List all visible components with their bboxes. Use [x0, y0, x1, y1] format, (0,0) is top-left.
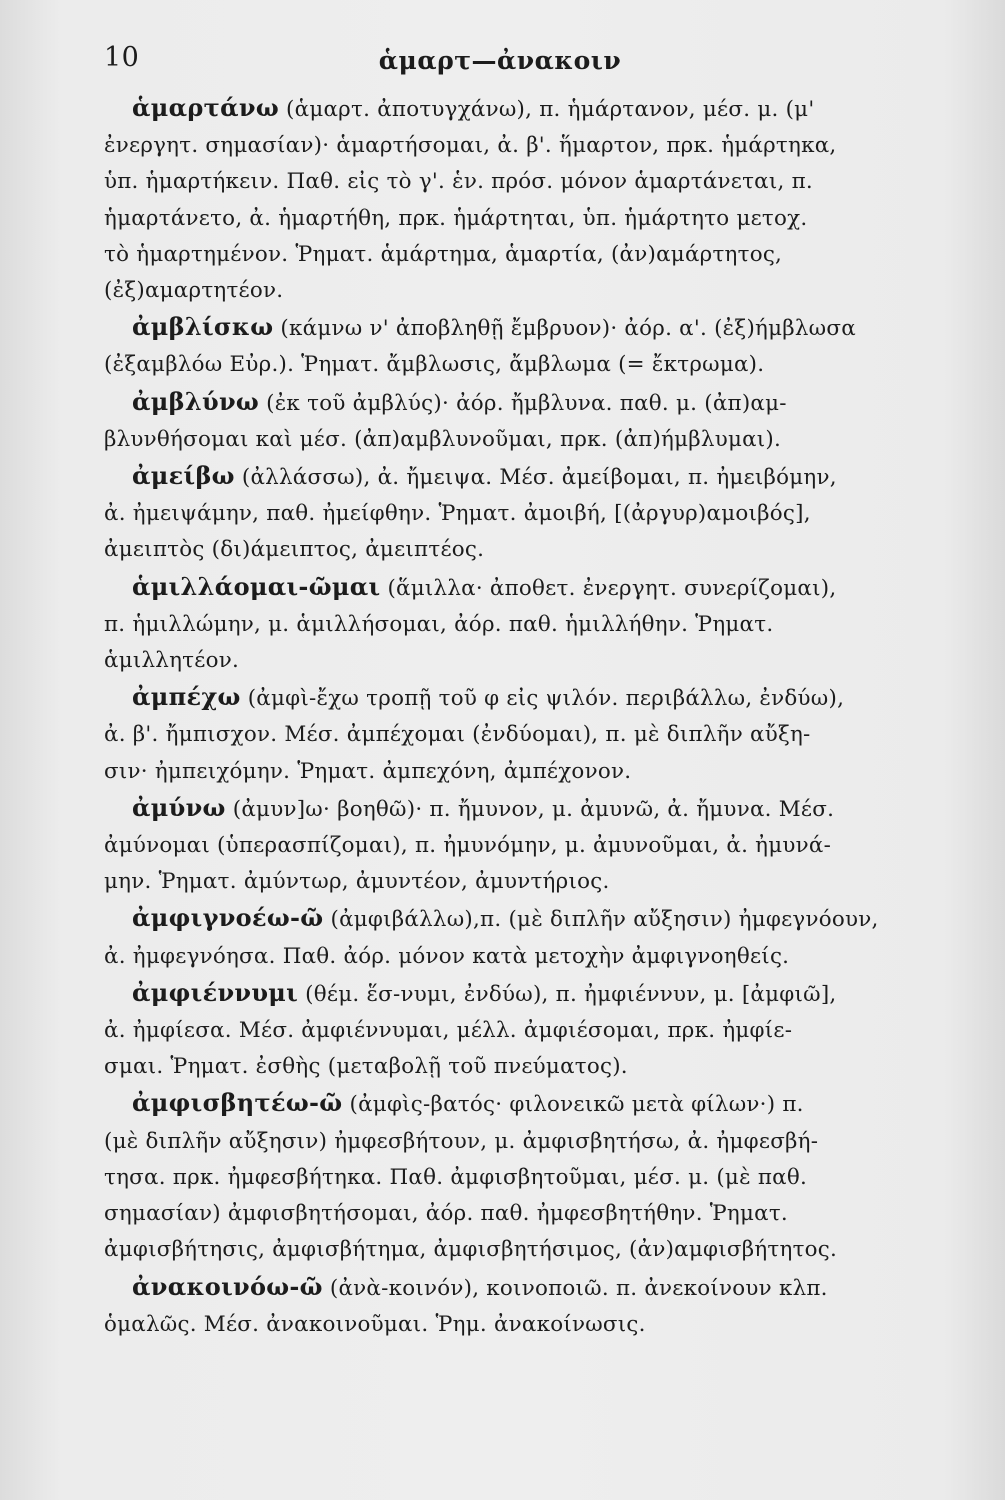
definition-text: (ἀμυν]ω· βοηθῶ)· π. ἤμυνον, μ. ἀμυνῶ, ἀ. ἤμυνα. Μέσ.	[225, 796, 835, 822]
dictionary-entry	[104, 900, 934, 974]
entry-line: ἀ. ἠμφίεσα. Μέσ. ἀμφιέννυμαι, μέλλ. ἀμφιέσομαι, πρκ. ἠμφίε-	[104, 1018, 793, 1044]
entry-line: ἀμειπτὸς (δι)άμειπτος, ἀμειπτέος.	[104, 537, 485, 563]
running-head: ἁμαρτ—ἀνακοιν	[378, 46, 622, 75]
definition-text: (ἀνὰ-κοινόν), κοινοποιῶ. π. ἀνεκοίνουν κλπ.	[322, 1275, 828, 1301]
definition-text: (ἁμαρτ. ἀποτυγχάνω), π. ἡμάρτανον, μέσ. μ. (μ'	[279, 97, 815, 122]
headword: ἀμφιέννυμι	[132, 977, 299, 1007]
page-header	[0, 42, 1005, 82]
entry-line: (ἐξαμβλόω Εὐρ.). Ῥηματ. ἄμβλωσις, ἄμβλωμα (= ἔκτρωμα).	[104, 352, 765, 378]
definition-text: (ἀμφὶ-ἔχω τροπῇ τοῦ φ εἰς ψιλόν. περιβάλλω, ἐνδύω),	[240, 686, 845, 712]
entry-line: ὁμαλῶς. Μέσ. ἀνακοινοῦμαι. Ῥημ. ἀνακοίνωσις.	[104, 1311, 646, 1337]
dictionary-entry	[104, 90, 934, 309]
dictionary-entry	[104, 679, 934, 790]
entry-line: σημασίαν) ἀμφισβητήσομαι, ἀόρ. παθ. ἠμφεσβητήθην. Ῥηματ.	[104, 1201, 788, 1227]
headword: ἀμφιγνοέω-ῶ	[132, 903, 324, 933]
definition-text: (ἅμιλλα· ἀποθετ. ἐνεργητ. συνερίζομαι),	[380, 575, 837, 601]
entry-line: σιν· ἠμπειχόμην. Ῥηματ. ἀμπεχόνη, ἀμπέχονον.	[104, 758, 632, 784]
page-number: 10	[104, 42, 140, 73]
entry-line: ἀ. ἠμειψάμην, παθ. ἠμείφθην. Ῥηματ. ἀμοιβή, [(ἀργυρ)αμοιβός],	[104, 501, 811, 527]
dictionary-entry	[104, 384, 934, 458]
headword: ἁμιλλάομαι-ῶμαι	[132, 571, 381, 601]
definition-text: (ἀμφιβάλλω),π. (μὲ διπλῆν αὔξησιν) ἠμφεγνόουν,	[323, 907, 879, 933]
entry-first-line	[104, 679, 934, 717]
dictionary-entry	[104, 569, 934, 680]
entry-line: (μὲ διπλῆν αὔξησιν) ἠμφεσβήτουν, μ. ἀμφισβητήσω, ἀ. ἠμφεσβή-	[104, 1128, 819, 1154]
headword: ἀμφισβητέω-ῶ	[132, 1088, 343, 1118]
entry-first-line	[104, 900, 934, 938]
dictionary-entry	[104, 975, 934, 1086]
entry-line: σμαι. Ῥηματ. ἐσθὴς (μεταβολῇ τοῦ πνεύματος).	[104, 1054, 628, 1080]
entry-line: ὑπ. ἡμαρτήκειν. Παθ. εἰς τὸ γ'. ἑν. πρόσ. μόνον ἁμαρτάνεται, π.	[104, 169, 813, 195]
headword: ἀμβλύνω	[132, 386, 260, 416]
entry-line: μην. Ῥηματ. ἀμύντωρ, ἀμυντέον, ἀμυντήριος.	[104, 869, 610, 895]
entry-line: π. ἡμιλλώμην, μ. ἁμιλλήσομαι, ἀόρ. παθ. ἡμιλλήθην. Ῥηματ.	[104, 611, 774, 637]
headword: ἀμπέχω	[132, 682, 241, 712]
definition-text: (κάμνω ν' ἀποβληθῇ ἔμβρυον)· ἀόρ. α'. (ἐξ)ήμβλωσα	[273, 316, 856, 342]
dictionary-entry	[104, 309, 934, 383]
entry-line: ἡμαρτάνετο, ἀ. ἡμαρτήθη, πρκ. ἡμάρτηται, ὑπ. ἡμάρτητο μετοχ.	[104, 205, 808, 231]
entry-line: τησα. πρκ. ἠμφεσβήτηκα. Παθ. ἀμφισβητοῦμαι, μέσ. μ. (μὲ παθ.	[104, 1164, 808, 1190]
entry-first-line	[104, 1085, 934, 1123]
dictionary-entry	[104, 1085, 934, 1268]
entry-line: ἐνεργητ. σημασίαν)· ἁμαρτήσομαι, ἀ. β'. ἥμαρτον, πρκ. ἡμάρτηκα,	[104, 133, 837, 159]
definition-text: (ἐκ τοῦ ἀμβλύς)· ἀόρ. ἤμβλυνα. παθ. μ. (ἀπ)αμ-	[259, 390, 787, 416]
entry-first-line	[104, 569, 934, 607]
entry-first-line	[104, 90, 934, 128]
entry-first-line	[104, 309, 934, 347]
definition-text: (θέμ. ἕσ-νυμι, ἐνδύω), π. ἠμφιέννυν, μ. [ἀμφιῶ],	[298, 981, 837, 1007]
entry-first-line	[104, 458, 934, 496]
entry-line: ἀ. β'. ἤμπισχον. Μέσ. ἀμπέχομαι (ἐνδύομαι), π. μὲ διπλῆν αὔξη-	[104, 722, 811, 748]
definition-text: (ἀμφὶς-βατός· φιλονεικῶ μετὰ φίλων·) π.	[342, 1092, 804, 1118]
entry-first-line	[104, 975, 934, 1013]
headword: ἀμείβω	[132, 461, 235, 491]
entry-line: ἀ. ἠμφεγνόησα. Παθ. ἀόρ. μόνον κατὰ μετοχὴν ἀμφιγνοηθείς.	[104, 943, 790, 969]
headword: ἀμύνω	[132, 792, 226, 822]
dictionary-entry	[104, 458, 934, 569]
entry-line: βλυνθήσομαι καὶ μέσ. (ἀπ)αμβλυνοῦμαι, πρκ. (ἀπ)ήμβλυμαι).	[104, 426, 782, 452]
entry-first-line	[104, 1269, 934, 1307]
definition-text: (ἀλλάσσω), ἀ. ἤμειψα. Μέσ. ἀμείβομαι, π. ἠμειβόμην,	[234, 465, 837, 491]
entry-line: ἀμφισβήτησις, ἀμφισβήτημα, ἀμφισβητήσιμος, (ἀν)αμφισβήτητος.	[104, 1237, 838, 1263]
headword: ἁμαρτάνω	[132, 93, 279, 122]
entry-line: ἀμύνομαι (ὑπερασπίζομαι), π. ἠμυνόμην, μ. ἀμυνοῦμαι, ἀ. ἠμυνά-	[104, 833, 832, 859]
entry-first-line	[104, 384, 934, 422]
entry-line: (ἐξ)αμαρτητέον.	[104, 278, 284, 304]
entry-line: ἁμιλλητέον.	[104, 648, 240, 674]
entry-line: τὸ ἡμαρτημένον. Ῥηματ. ἁμάρτημα, ἁμαρτία, (ἀν)αμάρτητος,	[104, 241, 783, 267]
dictionary-entry	[104, 1269, 934, 1343]
dictionary-entry	[104, 790, 934, 901]
headword: ἀνακοινόω-ῶ	[132, 1271, 323, 1301]
headword: ἀμβλίσκω	[132, 312, 274, 342]
entry-first-line	[104, 790, 934, 828]
dictionary-entries	[104, 90, 934, 1343]
